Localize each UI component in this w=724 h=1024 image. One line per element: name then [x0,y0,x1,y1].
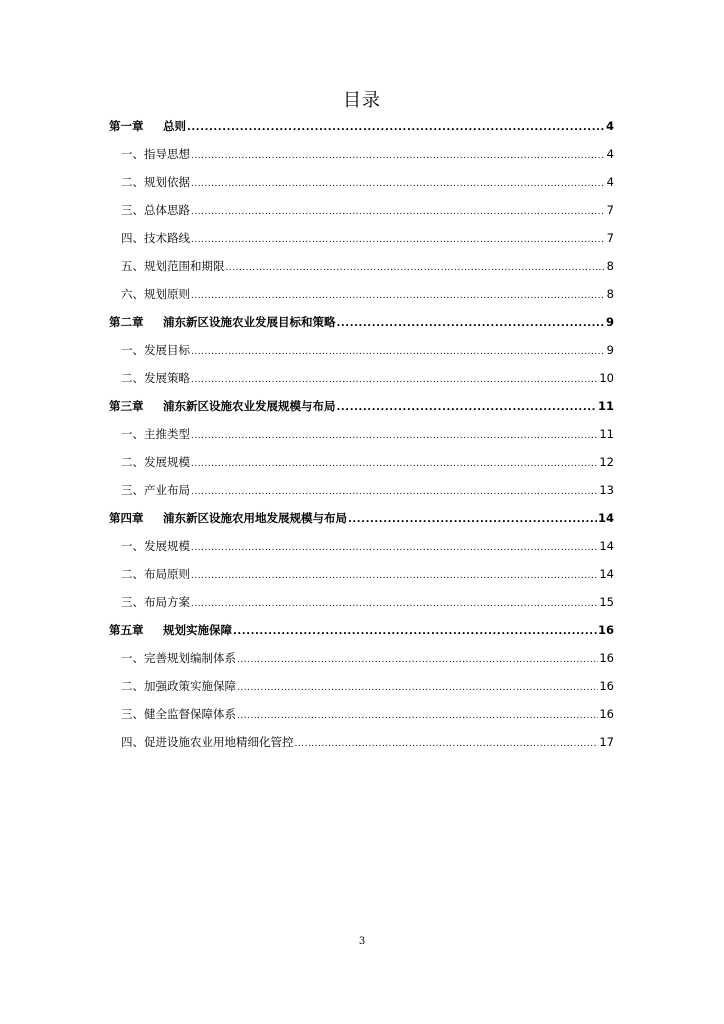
table-of-contents [109,112,614,756]
toc-entry-number: 一、 [121,147,144,161]
toc-entry-chapter-1[interactable] [109,112,614,140]
dot-leader [191,450,598,478]
toc-entry-section[interactable] [109,588,614,616]
toc-entry-number: 二、 [121,455,144,469]
toc-entry-page: 16 [597,623,614,637]
dot-leader [191,422,598,450]
dot-leader [191,534,598,562]
toc-entry-page: 14 [599,539,614,553]
toc-entry-label: 主推类型 [144,427,190,441]
toc-entry-page: 11 [597,399,614,413]
toc-entry-chapter-4[interactable] [109,504,614,532]
dot-leader [237,702,598,730]
dot-leader [191,590,598,618]
toc-entry-number: 六、 [121,287,144,301]
toc-entry-page: 13 [599,483,614,497]
dot-leader [191,478,598,506]
dot-leader [191,338,605,366]
toc-entry-label: 发展策略 [144,371,190,385]
toc-entry-number: 第一章 [109,119,144,133]
toc-entry-number: 一、 [121,539,144,553]
toc-entry-number: 一、 [121,343,144,357]
toc-entry-section[interactable] [109,196,614,224]
toc-entry-label: 规划实施保障 [163,623,232,637]
toc-entry-label: 总则 [163,119,186,133]
toc-entry-chapter-5[interactable] [109,616,614,644]
dot-leader [191,366,598,394]
toc-entry-number: 二、 [121,679,144,693]
toc-entry-label: 指导思想 [144,147,190,161]
dot-leader [191,142,605,170]
dot-leader [295,730,599,758]
toc-entry-page: 17 [599,735,614,749]
dot-leader [337,394,597,422]
toc-entry-number: 二、 [121,175,144,189]
toc-entry-label: 产业布局 [144,483,190,497]
toc-entry-page: 16 [599,707,614,721]
toc-entry-page: 9 [605,315,614,329]
toc-entry-label: 技术路线 [144,231,190,245]
toc-entry-section[interactable] [109,140,614,168]
toc-entry-number: 一、 [121,651,144,665]
toc-entry-section[interactable] [109,560,614,588]
toc-entry-label: 健全监督保障体系 [144,707,236,721]
toc-entry-page: 7 [606,203,614,217]
toc-entry-page: 9 [606,343,614,357]
toc-entry-page: 4 [605,119,614,133]
toc-entry-section[interactable] [109,672,614,700]
toc-entry-chapter-2[interactable] [109,308,614,336]
dot-leader [187,114,605,142]
toc-entry-section[interactable] [109,168,614,196]
toc-entry-section[interactable] [109,532,614,560]
toc-entry-number: 第四章 [109,511,144,525]
toc-entry-number: 三、 [121,707,144,721]
toc-entry-label: 规划范围和期限 [144,259,225,273]
toc-entry-number: 第二章 [109,315,144,329]
dot-leader [237,674,598,702]
toc-entry-number: 一、 [121,427,144,441]
toc-entry-label: 发展规模 [144,455,190,469]
dot-leader [233,618,597,646]
toc-title: 目录 [343,90,381,111]
toc-entry-section[interactable] [109,224,614,252]
dot-leader [191,562,598,590]
dot-leader [191,226,605,254]
toc-entry-page: 7 [606,231,614,245]
toc-entry-page: 16 [599,651,614,665]
toc-entry-page: 10 [599,371,614,385]
dot-leader [226,254,606,282]
toc-entry-label: 促进设施农业用地精细化管控 [144,735,294,749]
toc-entry-section[interactable] [109,476,614,504]
toc-entry-label: 规划原则 [144,287,190,301]
toc-entry-section[interactable] [109,728,614,756]
toc-entry-chapter-3[interactable] [109,392,614,420]
toc-entry-section[interactable] [109,252,614,280]
toc-entry-page: 8 [606,259,614,273]
toc-entry-number: 三、 [121,595,144,609]
toc-entry-page: 8 [606,287,614,301]
toc-entry-number: 第三章 [109,399,144,413]
page-number: 3 [358,936,366,947]
toc-entry-label: 完善规划编制体系 [144,651,236,665]
toc-entry-page: 15 [599,595,614,609]
toc-entry-section[interactable] [109,644,614,672]
toc-entry-section[interactable] [109,336,614,364]
toc-entry-label: 发展目标 [144,343,190,357]
toc-entry-section[interactable] [109,364,614,392]
toc-entry-number: 三、 [121,203,144,217]
toc-entry-section[interactable] [109,420,614,448]
dot-leader [191,282,605,310]
toc-entry-label: 布局原则 [144,567,190,581]
dot-leader [237,646,598,674]
toc-entry-page: 11 [599,427,614,441]
toc-entry-label: 加强政策实施保障 [144,679,236,693]
toc-entry-label: 规划依据 [144,175,190,189]
toc-entry-number: 第五章 [109,623,144,637]
toc-entry-label: 发展规模 [144,539,190,553]
toc-entry-number: 四、 [121,231,144,245]
toc-entry-label: 浦东新区设施农业发展规模与布局 [163,399,336,413]
toc-entry-section[interactable] [109,700,614,728]
toc-entry-number: 四、 [121,735,144,749]
toc-entry-page: 4 [606,175,614,189]
dot-leader [337,310,605,338]
toc-entry-label: 布局方案 [144,595,190,609]
toc-entry-page: 12 [599,455,614,469]
toc-entry-label: 总体思路 [144,203,190,217]
toc-entry-label: 浦东新区设施农业发展目标和策略 [163,315,336,329]
toc-entry-number: 五、 [121,259,144,273]
toc-entry-section[interactable] [109,448,614,476]
dot-leader [191,170,605,198]
toc-entry-section[interactable] [109,280,614,308]
toc-entry-label: 浦东新区设施农用地发展规模与布局 [163,511,347,525]
toc-entry-number: 二、 [121,567,144,581]
dot-leader [348,506,597,534]
toc-entry-page: 14 [599,567,614,581]
toc-entry-number: 三、 [121,483,144,497]
toc-entry-number: 二、 [121,371,144,385]
toc-entry-page: 14 [597,511,614,525]
toc-entry-page: 4 [606,147,614,161]
toc-entry-page: 16 [599,679,614,693]
dot-leader [191,198,605,226]
